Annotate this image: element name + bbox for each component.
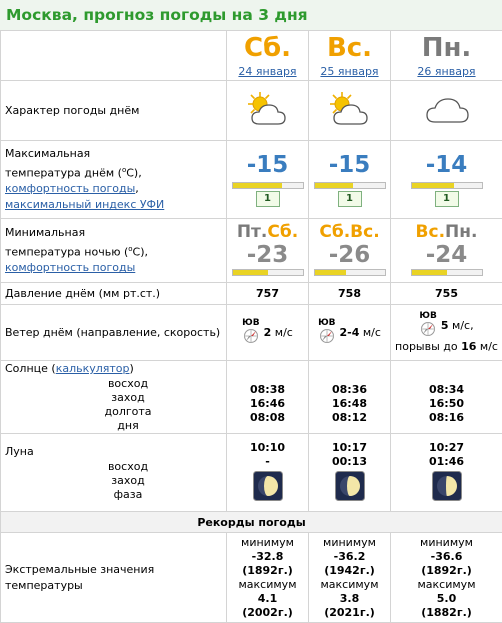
sunrise-time: 08:36 xyxy=(309,383,390,397)
sun-cell xyxy=(227,361,309,434)
phase-label: фаза xyxy=(93,488,163,502)
comfort-link[interactable]: комфортность погоды xyxy=(5,261,135,274)
day-date-link[interactable]: 25 января xyxy=(309,65,390,78)
row-label-tmax xyxy=(1,141,227,219)
tmax-label-line1: Максимальная xyxy=(5,147,90,160)
record-max-year: (2002г.) xyxy=(227,606,308,620)
record-max: 5.0 xyxy=(391,592,502,606)
uv-badge: 1 xyxy=(338,191,362,207)
max-label: максимум xyxy=(391,578,502,592)
sun-cell xyxy=(309,361,391,434)
record-cell xyxy=(227,533,309,623)
sun-cloud-icon xyxy=(242,90,294,128)
max-label: максимум xyxy=(309,578,390,592)
min-label: минимум xyxy=(227,536,308,550)
record-min-year: (1892г.) xyxy=(391,564,502,578)
moonset-time: 01:46 xyxy=(391,455,502,469)
comfort-bar xyxy=(232,182,304,189)
night-day-a: Пт. xyxy=(237,222,268,242)
weather-cell xyxy=(227,81,309,141)
comfort-bar xyxy=(314,269,386,276)
moonset-time: - xyxy=(227,455,308,469)
sunset-time: 16:48 xyxy=(309,397,390,411)
tmin-cell xyxy=(309,219,391,283)
tmax-value: -15 xyxy=(309,152,390,178)
day-date-link[interactable]: 26 января xyxy=(391,65,502,78)
sunset-time: 16:46 xyxy=(227,397,308,411)
record-max-year: (1882г.) xyxy=(391,606,502,620)
tmin-value: -24 xyxy=(391,242,502,268)
gust-unit: м/с xyxy=(480,340,498,353)
daylength-label: долгота дня xyxy=(93,405,163,433)
row-label-moon xyxy=(1,434,227,512)
comfort-bar xyxy=(411,182,483,189)
tmax-cell xyxy=(309,141,391,219)
moonset-label: заход xyxy=(93,474,163,488)
moonrise-time: 10:27 xyxy=(391,441,502,455)
weather-cell xyxy=(391,81,502,141)
header-empty-cell xyxy=(1,31,227,81)
tmin-value: -23 xyxy=(227,242,308,268)
degree-sign: o xyxy=(122,166,126,174)
tmax-label-line2: температура днём ( xyxy=(5,166,122,179)
tmax-value: -14 xyxy=(391,152,502,178)
weather-cell xyxy=(309,81,391,141)
comfort-bar-fill xyxy=(315,270,347,275)
night-day-b: Пн. xyxy=(445,222,477,242)
tmin-cell xyxy=(391,219,502,283)
moon-phase-icon xyxy=(335,471,365,501)
comfort-bar xyxy=(232,269,304,276)
moon-sublabels xyxy=(5,460,163,502)
day-name: Пн. xyxy=(391,33,502,63)
day-name: Вс. xyxy=(309,33,390,63)
uv-index-link[interactable]: максимальный индекс УФИ xyxy=(5,198,164,211)
record-cell xyxy=(309,533,391,623)
wind-rose-icon xyxy=(242,318,259,347)
moonset-time: 00:13 xyxy=(309,455,390,469)
comfort-bar-fill xyxy=(315,183,354,188)
sun-cloud-icon xyxy=(324,90,376,128)
tmin-label-unit: C), xyxy=(133,245,148,258)
wind-unit: м/с xyxy=(363,326,381,339)
row-label-weather: Характер погоды днём xyxy=(1,81,227,141)
wind-speed: 2 xyxy=(264,326,272,339)
wind-gust xyxy=(391,340,502,354)
sunset-label: заход xyxy=(93,391,163,405)
day-date-link[interactable]: 24 января xyxy=(227,65,308,78)
wind-direction: ЮВ xyxy=(318,318,335,328)
daylength: 08:12 xyxy=(309,411,390,425)
tmax-cell xyxy=(391,141,502,219)
night-day-a: Сб. xyxy=(319,222,350,242)
row-label-pressure: Давление днём (мм рт.ст.) xyxy=(1,283,227,305)
night-day-a: Вс. xyxy=(416,222,446,242)
wind-cell xyxy=(391,305,502,361)
moon-phase-icon xyxy=(253,471,283,501)
row-label-wind: Ветер днём (направление, скорость) xyxy=(1,305,227,361)
paren: ) xyxy=(130,362,134,375)
daylength: 08:16 xyxy=(391,411,502,425)
calculator-link[interactable]: калькулятор xyxy=(56,362,130,375)
moon-cell xyxy=(391,434,502,512)
wind-cell xyxy=(309,305,391,361)
moon-cell xyxy=(227,434,309,512)
min-label: минимум xyxy=(309,536,390,550)
moon-label: Луна xyxy=(5,445,34,458)
uv-badge: 1 xyxy=(435,191,459,207)
row-label-extremes xyxy=(1,533,227,623)
degree-sign: o xyxy=(128,245,132,253)
extremes-line2: температуры xyxy=(5,578,226,594)
records-header: Рекорды погоды xyxy=(1,512,502,533)
tmin-label-line1: Минимальная xyxy=(5,226,85,239)
gust-value: 16 xyxy=(461,340,476,353)
sun-sublabels xyxy=(5,377,163,433)
comfort-link[interactable]: комфортность погоды xyxy=(5,182,135,195)
tmax-value: -15 xyxy=(227,152,308,178)
comfort-bar-fill xyxy=(233,183,282,188)
wind-speed: 5 xyxy=(441,319,449,332)
pressure-value: 755 xyxy=(391,283,502,305)
min-label: минимум xyxy=(391,536,502,550)
record-min: -32.8 xyxy=(227,550,308,564)
day-header-1 xyxy=(227,31,309,81)
night-days xyxy=(391,223,502,242)
wind-speed: 2-4 xyxy=(340,326,360,339)
forecast-table xyxy=(0,30,502,623)
wind-cell xyxy=(227,305,309,361)
tmin-label-line2: температура ночью ( xyxy=(5,245,128,258)
tmin-cell xyxy=(227,219,309,283)
comfort-bar xyxy=(411,269,483,276)
wind-unit: м/с, xyxy=(452,319,474,332)
sunrise-time: 08:34 xyxy=(391,383,502,397)
wind-direction: ЮВ xyxy=(419,311,436,321)
tmax-label-unit: C), xyxy=(126,166,141,179)
sun-cell xyxy=(391,361,502,434)
moonrise-time: 10:10 xyxy=(227,441,308,455)
moonrise-label: восход xyxy=(93,460,163,474)
uv-badge: 1 xyxy=(256,191,280,207)
daylength: 08:08 xyxy=(227,411,308,425)
gust-text: порывы до xyxy=(395,340,458,353)
day-header-3 xyxy=(391,31,502,81)
wind-rose-icon xyxy=(419,311,436,340)
sunrise-label: восход xyxy=(93,377,163,391)
extremes-line1: Экстремальные значения xyxy=(5,562,226,578)
sun-label: Солнце ( xyxy=(5,362,56,375)
moon-phase-icon xyxy=(432,471,462,501)
night-days xyxy=(227,223,308,242)
comfort-bar-fill xyxy=(233,270,268,275)
page-title: Москва, прогноз погоды на 3 дня xyxy=(0,0,502,30)
night-days xyxy=(309,223,390,242)
day-name: Сб. xyxy=(227,33,308,63)
comma: , xyxy=(135,182,139,195)
day-header-2 xyxy=(309,31,391,81)
record-min-year: (1892г.) xyxy=(227,564,308,578)
record-cell xyxy=(391,533,502,623)
record-min: -36.6 xyxy=(391,550,502,564)
record-min: -36.2 xyxy=(309,550,390,564)
comfort-bar xyxy=(314,182,386,189)
comfort-bar-fill xyxy=(412,183,454,188)
wind-unit: м/с xyxy=(275,326,293,339)
max-label: максимум xyxy=(227,578,308,592)
sunset-time: 16:50 xyxy=(391,397,502,411)
pressure-value: 757 xyxy=(227,283,309,305)
record-min-year: (1942г.) xyxy=(309,564,390,578)
moon-cell xyxy=(309,434,391,512)
sunrise-time: 08:38 xyxy=(227,383,308,397)
tmin-value: -26 xyxy=(309,242,390,268)
record-max: 4.1 xyxy=(227,592,308,606)
comfort-bar-fill xyxy=(412,270,447,275)
night-day-b: Вс. xyxy=(350,222,380,242)
cloud-icon xyxy=(421,90,473,128)
row-label-tmin xyxy=(1,219,227,283)
moonrise-time: 10:17 xyxy=(309,441,390,455)
wind-direction: ЮВ xyxy=(242,318,259,328)
row-label-sun xyxy=(1,361,227,434)
tmax-cell xyxy=(227,141,309,219)
night-day-b: Сб. xyxy=(267,222,298,242)
pressure-value: 758 xyxy=(309,283,391,305)
record-max-year: (2021г.) xyxy=(309,606,390,620)
wind-rose-icon xyxy=(318,318,335,347)
record-max: 3.8 xyxy=(309,592,390,606)
